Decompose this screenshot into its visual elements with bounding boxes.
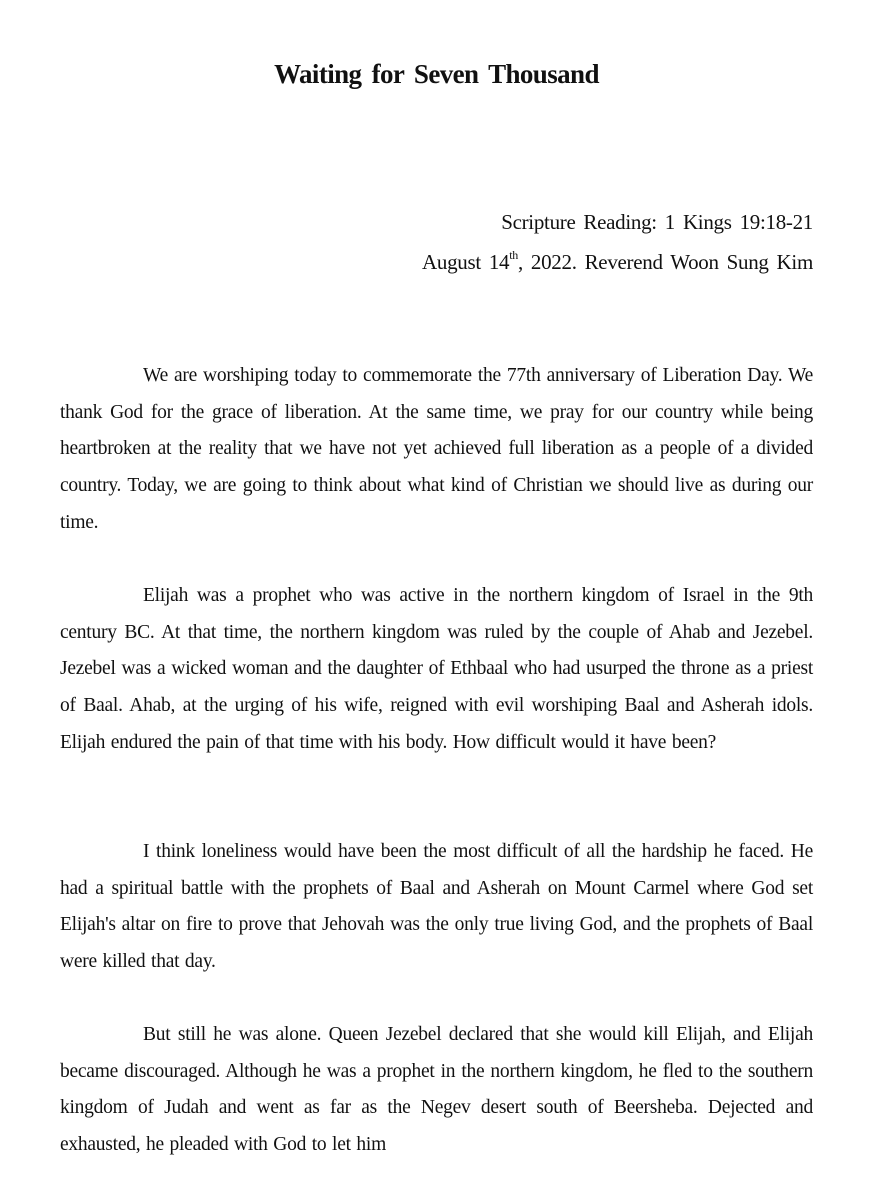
paragraph-4: But still he was alone. Queen Jezebel declared that she would kill Elijah, and Elijah became discouraged. Although he was a prophet in the northern kingdom, he fled to the southern kingdom of Judah and went as far as the Negev desert south of Beersheba. Dejected and exhausted, he pleaded with God to let him: [60, 1024, 813, 1156]
date-author-line: [422, 248, 813, 276]
paragraph-1: We are worshiping today to commemorate the 77th anniversary of Liberation Day. We thank God for the grace of liberation. At the same time, we pray for our country while being heartbroken at the reality that we have not yet achieved full liberation as a people of a divided country. Today, we are going to think about what kind of Christian we should live as during our time.: [60, 365, 813, 533]
paragraph-3: I think loneliness would have been the most difficult of all the hardship he faced. He had a spiritual battle with the prophets of Baal and Asherah on Mount Carmel where God set Elijah's altar on fire to prove that Jehovah was the only true living God, and the prophets of Baal were killed that day.: [60, 841, 813, 973]
paragraph-2: Elijah was a prophet who was active in the northern kingdom of Israel in the 9th century BC. At that time, the northern kingdom was ruled by the couple of Ahab and Jezebel. Jezebel was a wicked woman and the daughter of Ethbaal who had usurped the throne as a priest of Baal. Ahab, at the urging of his wife, reigned with evil worshiping Baal and Asherah idols. Elijah endured the pain of that time with his body. How difficult would it have been?: [60, 585, 813, 753]
scripture-reading: Scripture Reading: 1 Kings 19:18-21: [501, 210, 813, 234]
document-title: Waiting for Seven Thousand: [274, 59, 599, 89]
date-prefix: August 14: [422, 250, 510, 274]
date-author-rest: , 2022. Reverend Woon Sung Kim: [518, 250, 813, 274]
date-ordinal-suffix: th: [509, 248, 518, 262]
